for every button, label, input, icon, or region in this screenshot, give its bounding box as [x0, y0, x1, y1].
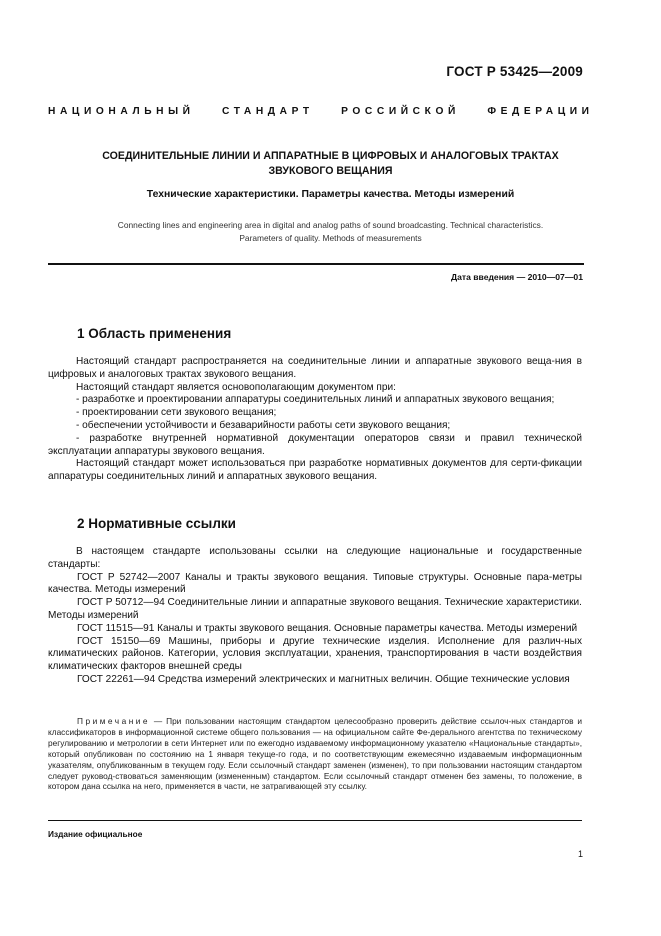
introduction-date: Дата введения — 2010—07—01 — [450, 272, 583, 282]
footer-divider — [48, 820, 582, 821]
section-1-list-item: - разработке внутренней нормативной документации операторов связи и правил технической эксплуатации аппаратуры звукового вещания. — [48, 432, 582, 457]
reference-item: ГОСТ Р 52742—2007 Каналы и тракты звукового вещания. Типовые структуры. Основные пара-метры качества. Методы измерений — [48, 571, 582, 596]
english-title-line-1: Connecting lines and engineering area in digital and analog paths of sound broadcasting. Technical characteristics. — [117, 220, 544, 230]
title-line-2: ЗВУКОВОГО ВЕЩАНИЯ — [268, 165, 393, 177]
header-divider — [48, 263, 584, 265]
national-standard-line: НАЦИОНАЛЬНЫЙ СТАНДАРТ РОССИЙСКОЙ ФЕДЕРАЦИИ — [48, 106, 594, 117]
section-1-heading: 1 Область применения — [77, 326, 232, 341]
note-text: — При пользовании настоящим стандартом целесообразно проверить действие ссылоч-ных стандартов и классификаторов в информационной системе общего пользования — на официальном сайте Фе-дерального агентства по техническому регулированию и метрологии в сети Интернет или по ежегодно издаваемому информационному указателю «Национальные стандарты», который опубликован по состоянию на 1 января текуще-го года, и по соответствующим ежемесячно издаваемым информационным указателям, опубликованным в текущем году. Если ссылочный стандарт заменен (изменен), то при пользовании настоящим стандартом следует руковод-ствоваться заменяющим (измененным) стандартом. Если ссылочный стандарт отменен без замены, то положение, в котором дана ссылка на него, применяется в части, не затрагивающей эту ссылку. — [48, 716, 582, 792]
section-1-list-item: - разработке и проектировании аппаратуры соединительных линий и аппаратных звукового вещания; — [76, 394, 555, 406]
section-1-paragraph: Настоящий стандарт может использоваться при разработке нормативных документов для серти-фикации аппаратуры соединительных линий и аппаратных звукового вещания. — [48, 458, 582, 483]
official-edition: Издание официальное — [48, 829, 143, 839]
section-1-body — [48, 356, 582, 484]
note-lead: Примечание — [77, 716, 151, 726]
english-title-line-2: Parameters of quality. Methods of measurements — [239, 232, 422, 243]
section-2-heading: 2 Нормативные ссылки — [77, 516, 236, 531]
document-title — [48, 149, 613, 179]
section-1-list-item: - проектировании сети звукового вещания; — [76, 407, 277, 419]
reference-item: ГОСТ 22261—94 Средства измерений электрических и магнитных величин. Общие технические условия — [77, 673, 570, 685]
page-number: 1 — [577, 849, 583, 859]
note-block — [48, 716, 582, 792]
section-2-body — [48, 546, 582, 687]
section-1-list-item: - обеспечении устойчивости и безаварийности работы сети звукового вещания; — [76, 419, 451, 431]
reference-item: ГОСТ 15150—69 Машины, приборы и другие технические изделия. Исполнение для различ-ных климатических районов. Категории, условия эксплуатации, хранения, транспортирования в части воздействия климатических факторов внешней среды — [48, 635, 582, 673]
title-line-1: СОЕДИНИТЕЛЬНЫЕ ЛИНИИ И АППАРАТНЫЕ В ЦИФРОВЫХ И АНАЛОГОВЫХ ТРАКТАХ — [102, 150, 559, 162]
standard-number: ГОСТ Р 53425—2009 — [446, 64, 583, 79]
document-subtitle: Технические характеристики. Параметры качества. Методы измерений — [146, 189, 515, 200]
section-1-paragraph: Настоящий стандарт распространяется на соединительные линии и аппаратные звукового веща-ния в цифровых и аналоговых трактах звукового вещания. — [48, 356, 582, 380]
reference-item: ГОСТ 11515—91 Каналы и тракты звукового вещания. Основные параметры качества. Методы измерений — [77, 622, 578, 634]
english-title — [48, 219, 613, 244]
reference-item: ГОСТ Р 50712—94 Соединительные линии и аппаратные звукового вещания. Технические характеристики. Методы измерений — [48, 597, 582, 621]
section-1-paragraph: Настоящий стандарт является основополагающим документом при: — [76, 381, 396, 393]
section-2-intro: В настоящем стандарте использованы ссылки на следующие национальные и государственные стандарты: — [48, 546, 582, 570]
